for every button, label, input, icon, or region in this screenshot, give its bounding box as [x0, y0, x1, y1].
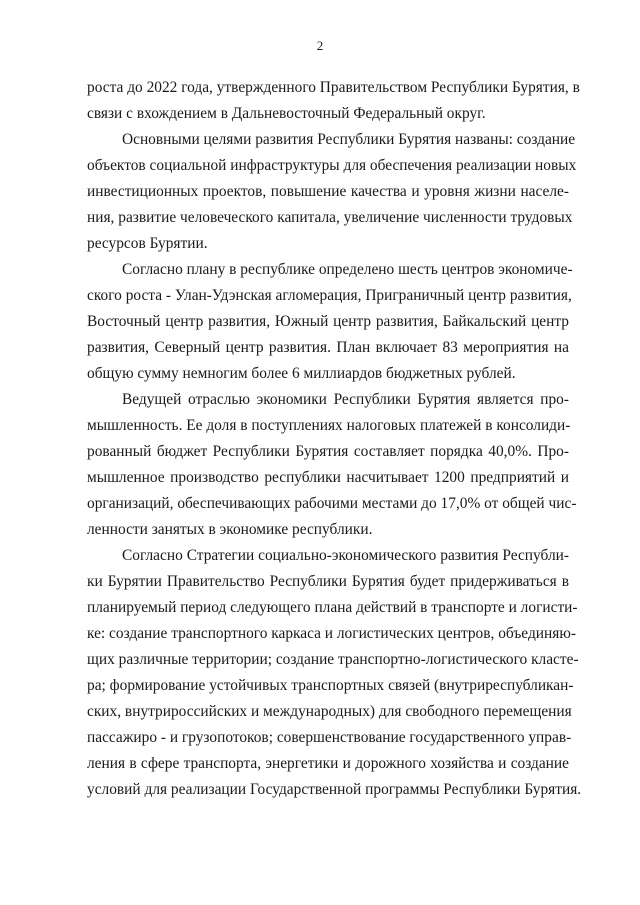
- text-line: ния, развитие человеческого капитала, увеличение численности трудовых: [87, 209, 573, 226]
- text-line: ского роста - Улан-Удэнская агломерация, Приграничный центр развития,: [87, 287, 572, 304]
- text-line: щих различные территории; создание транспортно-логистического класте-: [87, 651, 579, 668]
- page-number: 2: [316, 38, 324, 53]
- text-line: мышленность. Ее доля в поступлениях налоговых платежей в консолиди-: [87, 417, 571, 434]
- text-line: пассажиро - и грузопотоков; совершенствование государственного управ-: [87, 729, 572, 746]
- text-line: мышленное производство республики насчитывает 1200 предприятий и: [87, 469, 569, 486]
- text-line: ке: создание транспортного каркаса и логистических центров, объединяю-: [87, 625, 576, 642]
- text-line: развития, Северный центр развития. План включает 83 мероприятия на: [87, 339, 569, 356]
- text-line: ресурсов Бурятии.: [87, 235, 208, 252]
- text-line: ских, внутрироссийских и международных) для свободного перемещения: [87, 703, 572, 720]
- text-line: ления в сфере транспорта, энергетики и дорожного хозяйства и создание: [87, 755, 569, 772]
- text-line: рованный бюджет Республики Бурятия составляет порядка 40,0%. Про-: [87, 443, 569, 460]
- text-line: связи с вхождением в Дальневосточный Федеральный округ.: [87, 105, 486, 122]
- text-line: роста до 2022 года, утвержденного Правительством Республики Бурятия, в: [87, 79, 580, 96]
- text-line: Основными целями развития Республики Бурятия названы: создание: [122, 131, 576, 148]
- text-line: условий для реализации Государственной программы Республики Бурятия.: [87, 781, 582, 798]
- text-line: ки Бурятии Правительство Республики Бурятия будет придерживаться в: [87, 573, 569, 590]
- text-line: Восточный центр развития, Южный центр развития, Байкальский центр: [87, 313, 569, 330]
- text-line: Ведущей отраслью экономики Республики Бурятия является про-: [122, 391, 569, 408]
- text-line: Согласно Стратегии социально-экономического развития Республи-: [122, 547, 569, 564]
- text-line: организаций, обеспечивающих рабочими местами до 17,0% от общей чис-: [87, 495, 577, 512]
- text-line: Согласно плану в республике определено шесть центров экономиче-: [122, 261, 573, 278]
- text-line: планируемый период следующего плана действий в транспорте и логисти-: [87, 599, 578, 616]
- text-line: инвестиционных проектов, повышение качества и уровня жизни населе-: [87, 183, 569, 200]
- text-line: общую сумму немногим более 6 миллиардов бюджетных рублей.: [87, 365, 516, 382]
- text-line: объектов социальной инфраструктуры для обеспечения реализации новых: [87, 157, 577, 174]
- text-line: ра; формирование устойчивых транспортных связей (внутриреспубликан-: [87, 677, 574, 694]
- text-line: ленности занятых в экономике республики.: [87, 521, 373, 538]
